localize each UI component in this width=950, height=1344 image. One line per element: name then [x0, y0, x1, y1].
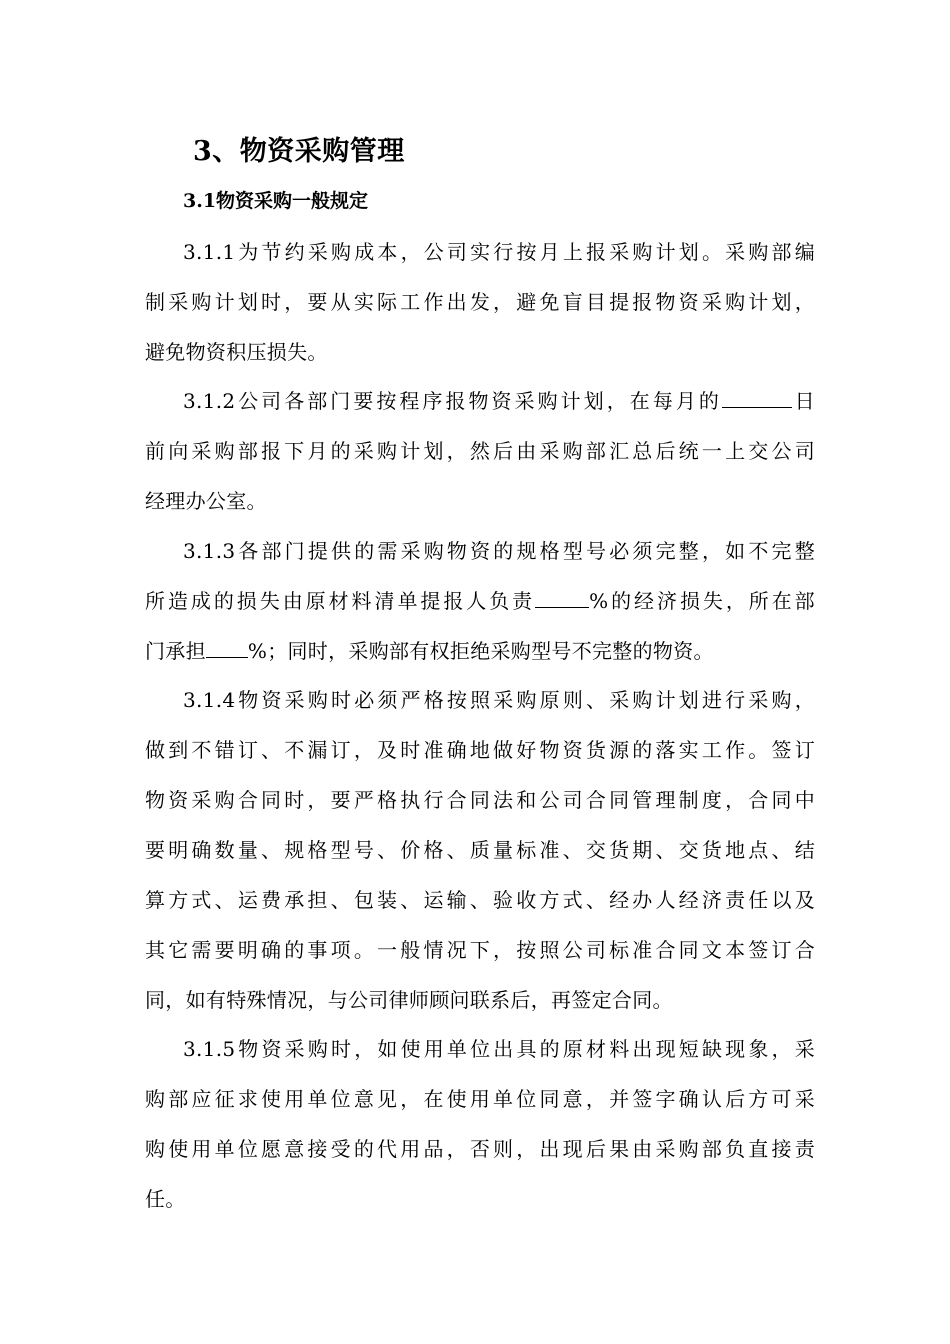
- fill-in-blank-percent: [206, 635, 248, 658]
- paragraph-text: 日: [791, 389, 815, 413]
- paragraph-line: 同，如有特殊情况，与公司律师顾问联系后，再签定合同。: [145, 988, 673, 1012]
- paragraph-line: 经理办公室。: [145, 489, 267, 513]
- paragraph-line: 前向采购部报下月的采购计划，然后由采购部汇总后统一上交公司: [145, 439, 815, 463]
- paragraph-line: 要明确数量、规格型号、价格、质量标准、交货期、交货地点、结: [145, 838, 815, 862]
- paragraph-3-1-5: [145, 1024, 815, 1224]
- paragraph-line: 制采购计划时，要从实际工作出发，避免盲目提报物资采购计划，: [145, 290, 815, 314]
- paragraph-line: 购部应征求使用单位意见，在使用单位同意，并签字确认后方可采: [145, 1087, 815, 1111]
- paragraph-text: 门承担: [145, 639, 206, 663]
- paragraph-line: [145, 576, 815, 626]
- paragraph-line: [145, 626, 815, 676]
- section-heading: 3、物资采购管理: [193, 136, 405, 167]
- subsection-heading: 3.1物资采购一般规定: [183, 190, 369, 212]
- paragraph-line: 3.1.3各部门提供的需采购物资的规格型号必须完整，如不完整: [183, 539, 815, 563]
- paragraph-line: 3.1.4物资采购时必须严格按照采购原则、采购计划进行采购，: [183, 688, 815, 712]
- paragraph-line: 购使用单位愿意接受的代用品，否则，出现后果由采购部负直接责: [145, 1137, 815, 1161]
- paragraph-text: %；同时，采购部有权拒绝采购型号不完整的物资。: [247, 639, 714, 663]
- paragraph-line: 算方式、运费承担、包装、运输、验收方式、经办人经济责任以及: [145, 888, 815, 912]
- paragraph-text: 所造成的损失由原材料清单提报人负责: [145, 589, 536, 613]
- paragraph-3-1-3: [145, 526, 815, 676]
- paragraph-3-1-1: [145, 227, 815, 377]
- paragraph-line: 3.1.1为节约采购成本，公司实行按月上报采购计划。采购部编: [183, 240, 815, 264]
- fill-in-blank-days: [722, 385, 792, 408]
- paragraph-line: 任。: [145, 1187, 186, 1211]
- paragraph-line: 3.1.5物资采购时，如使用单位出具的原材料出现短缺现象，采: [183, 1037, 815, 1061]
- fill-in-blank-percent: [535, 585, 589, 608]
- paragraph-line: 物资采购合同时，要严格执行合同法和公司合同管理制度，合同中: [145, 788, 815, 812]
- paragraph-line: 其它需要明确的事项。一般情况下，按照公司标准合同文本签订合: [145, 938, 815, 962]
- paragraph-3-1-2: [145, 376, 815, 526]
- paragraph-line: 避免物资积压损失。: [145, 340, 328, 364]
- paragraph-3-1-4: [145, 675, 815, 1025]
- paragraph-text: %的经济损失，所在部: [589, 589, 815, 613]
- paragraph-line: 做到不错订、不漏订，及时准确地做好物资货源的落实工作。签订: [145, 738, 815, 762]
- paragraph-line: [145, 376, 815, 426]
- paragraph-text: 3.1.2公司各部门要按程序报物资采购计划，在每月的: [183, 389, 722, 413]
